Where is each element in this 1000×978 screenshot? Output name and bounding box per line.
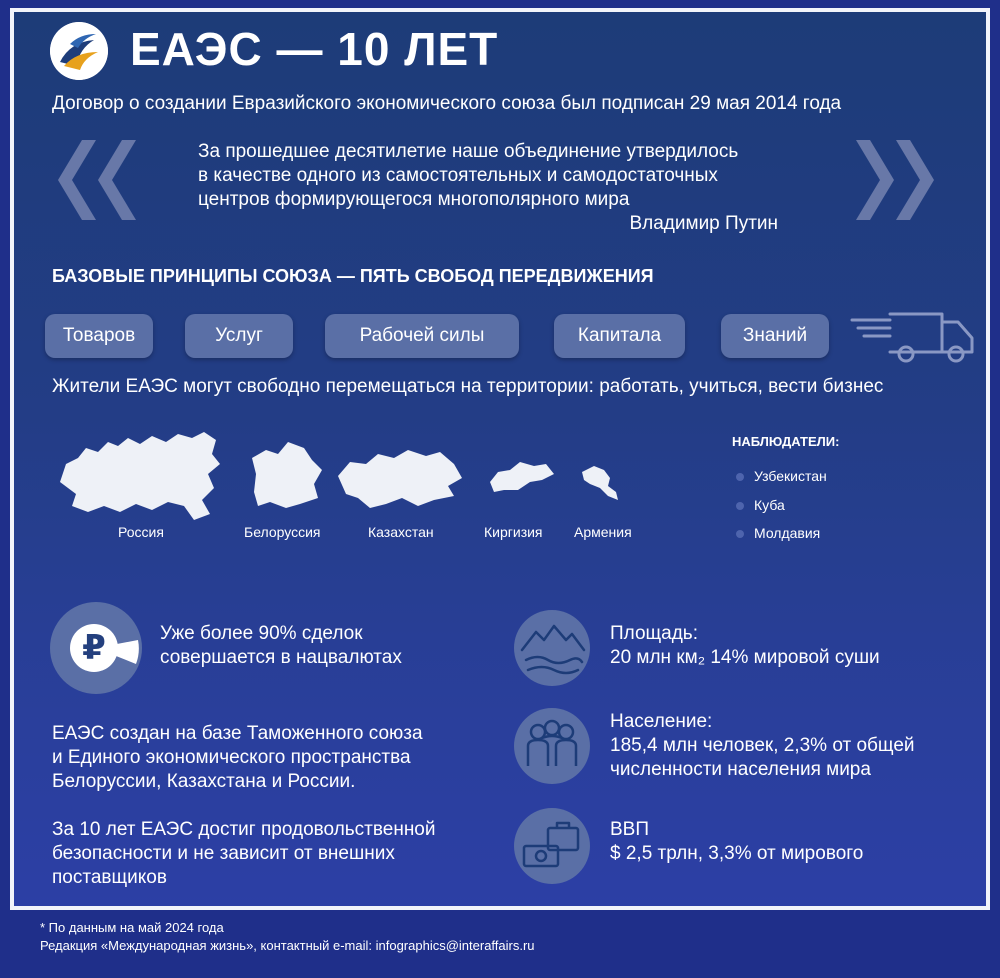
- quote-line: центров формирующегося многополярного мира: [198, 189, 630, 210]
- currency-fact: [160, 622, 402, 670]
- population-icon: [514, 708, 590, 784]
- quote-author: Владимир Путин: [629, 213, 778, 234]
- ruble-symbol: ₽: [82, 629, 106, 667]
- stat-value: 20 млн км₂ 14% мировой суши: [610, 647, 880, 668]
- footer-credit: Редакция «Международная жизнь», контактный e-mail: infographics@interaffairs.ru: [40, 938, 535, 953]
- bullet-dot: [736, 530, 744, 538]
- principles-heading: БАЗОВЫЕ ПРИНЦИПЫ СОЮЗА — ПЯТЬ СВОБОД ПЕРЕДВИЖЕНИЯ: [52, 266, 654, 286]
- food-security-fact: [52, 818, 436, 890]
- population-stat: [610, 710, 915, 782]
- observer-label: Узбекистан: [754, 468, 827, 484]
- fact-line: и Единого экономического пространства: [52, 747, 411, 768]
- observer-item: [736, 525, 820, 541]
- freedom-labor: Рабочей силы: [325, 314, 519, 358]
- mountains-icon: [514, 610, 590, 686]
- fact-line: Белоруссии, Казахстана и России.: [52, 771, 356, 792]
- briefcase-money-icon: [514, 808, 590, 884]
- gdp-icon: [514, 808, 590, 884]
- stat-label: Площадь:: [610, 623, 698, 644]
- fact-line: совершается в нацвалютах: [160, 647, 402, 668]
- freedom-services: Услуг: [185, 314, 293, 358]
- observer-item: [736, 497, 785, 513]
- bullet-dot: [736, 473, 744, 481]
- quote-line: в качестве одного из самостоятельных и самодостаточных: [198, 165, 718, 186]
- observers-heading: НАБЛЮДАТЕЛИ:: [732, 434, 840, 449]
- gdp-stat: [610, 818, 863, 866]
- people-icon: [514, 708, 590, 784]
- infographic-frame: [10, 8, 990, 910]
- residents-text: Жители ЕАЭС могут свободно перемещаться на территории: работать, учиться, вести бизнес: [52, 376, 884, 397]
- observer-label: Молдавия: [754, 525, 821, 541]
- area-stat: [610, 622, 880, 670]
- observer-label: Куба: [754, 497, 785, 513]
- putin-quote: [198, 140, 778, 236]
- fact-line: Уже более 90% сделок: [160, 623, 363, 644]
- country-label-russia: Россия: [118, 524, 164, 540]
- stat-label: ВВП: [610, 819, 650, 840]
- country-label-belarus: Белоруссия: [244, 524, 321, 540]
- page-subtitle: Договор о создании Евразийского экономического союза был подписан 29 мая 2014 года: [52, 93, 842, 114]
- country-label-armenia: Армения: [574, 524, 632, 540]
- kyrgyzstan-map: [488, 460, 556, 494]
- fact-line: безопасности и не зависит от внешних: [52, 843, 395, 864]
- left-quote-icon: [50, 130, 150, 230]
- freedom-knowledge: Знаний: [721, 314, 829, 358]
- country-label-kyrgyzstan: Киргизия: [484, 524, 543, 540]
- customs-union-fact: [52, 722, 423, 794]
- fact-line: поставщиков: [52, 867, 167, 888]
- ruble-pie-icon: [50, 602, 142, 694]
- right-quote-icon: [842, 130, 942, 230]
- country-label-kazakhstan: Казахстан: [368, 524, 434, 540]
- stat-value: численности населения мира: [610, 759, 871, 780]
- bullet-dot: [736, 502, 744, 510]
- stat-value: 185,4 млн человек, 2,3% от общей: [610, 735, 915, 756]
- eaeu-emblem-icon: [50, 22, 108, 80]
- stat-value: $ 2,5 трлн, 3,3% от мирового: [610, 843, 864, 864]
- landscape-icon: [514, 610, 590, 686]
- russia-map: [56, 430, 224, 522]
- armenia-map: [580, 462, 620, 502]
- belarus-map: [248, 440, 324, 510]
- quote-line: За прошедшее десятилетие наше объединение утвердилось: [198, 141, 739, 162]
- observer-item: [736, 468, 827, 484]
- page-title: ЕАЭС — 10 ЛЕТ: [130, 23, 499, 75]
- footnote: * По данным на май 2024 года: [40, 920, 224, 935]
- freedom-capital: Капитала: [554, 314, 685, 358]
- truck-icon: [850, 308, 976, 364]
- kazakhstan-map: [336, 448, 464, 510]
- fact-line: За 10 лет ЕАЭС достиг продовольственной: [52, 819, 436, 840]
- stat-label: Население:: [610, 711, 713, 732]
- fact-line: ЕАЭС создан на базе Таможенного союза: [52, 723, 423, 744]
- eaeu-logo: [50, 22, 108, 80]
- freedom-goods: Товаров: [45, 314, 153, 358]
